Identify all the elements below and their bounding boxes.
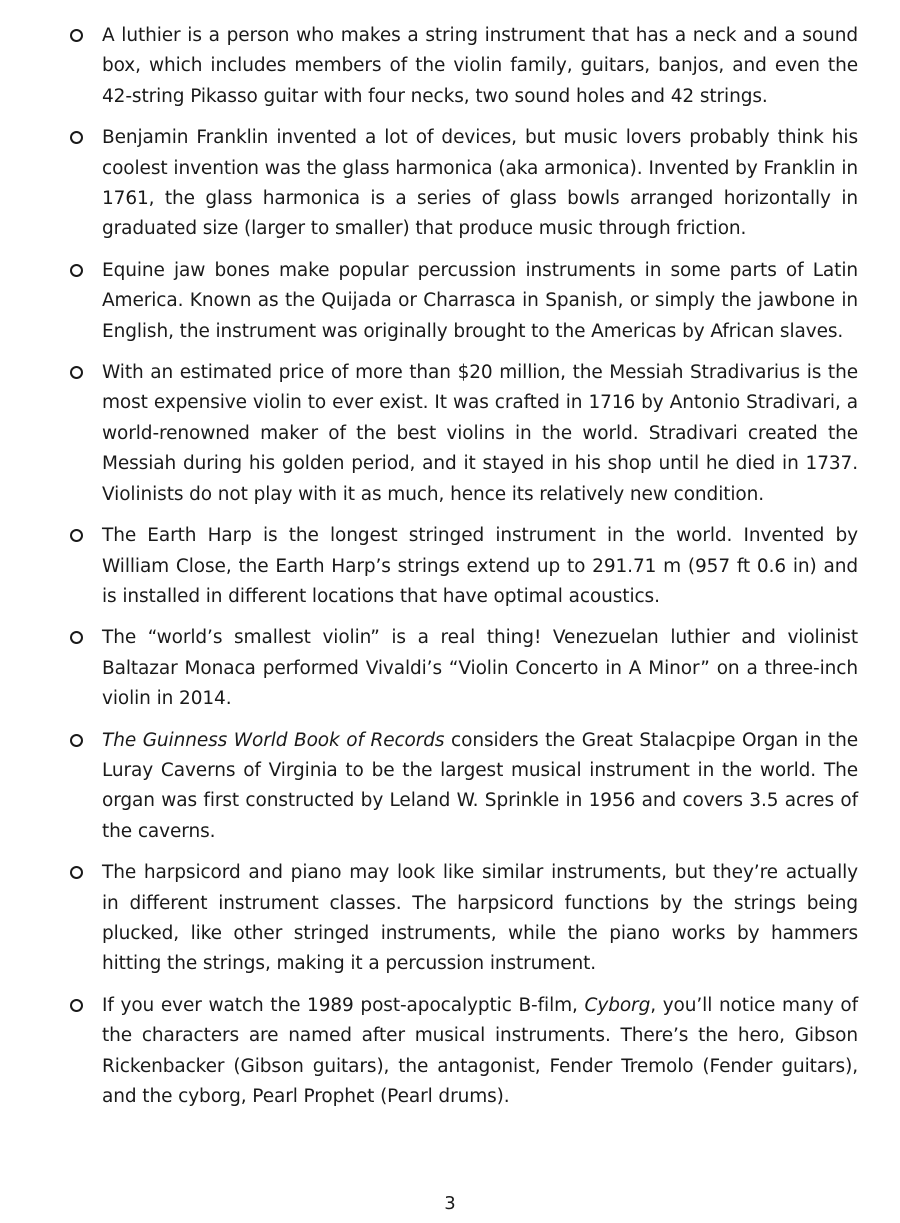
fact-item bbox=[66, 256, 858, 347]
fact-item bbox=[66, 21, 858, 112]
hollow-circle-bullet-icon bbox=[70, 264, 83, 277]
fact-item bbox=[66, 858, 858, 980]
fact-item bbox=[66, 991, 858, 1113]
fact-text: With an estimated price of more than $20 million, the Messiah Stradivarius is the most expensive violin to ever exist. It was crafted in 1716 by Antonio Stradivari, a world-renowned maker of the best violins in the world. Stradivari created the Messiah during his golden period, and it stayed in his shop until he died in 1737. Violinists do not play with it as much, hence its relatively new condition. bbox=[102, 362, 858, 505]
hollow-circle-bullet-icon bbox=[70, 866, 83, 879]
fact-item bbox=[66, 726, 858, 848]
fact-text: Equine jaw bones make popular percussion instruments in some parts of Latin America. Known as the Quijada or Charrasca in Spanish, or simply the jawbone in English, the instrument was originally brought to the Americas by African slaves. bbox=[102, 259, 858, 342]
fact-text: The “world’s smallest violin” is a real thing! Venezuelan luthier and violinist Baltazar Monaca performed Vivaldi’s “Violin Concerto in A Minor” on a three-inch violin in 2014. bbox=[102, 627, 858, 710]
hollow-circle-bullet-icon bbox=[70, 529, 83, 542]
hollow-circle-bullet-icon bbox=[70, 631, 83, 644]
fact-text: considers the Great Stalacpipe Organ in the Luray Caverns of Virginia to be the largest musical instrument in the world. The organ was first constructed by Leland W. Sprinkle in 1956 and covers 3.5 acres of the caverns. bbox=[102, 729, 858, 842]
fact-item bbox=[66, 123, 858, 245]
hollow-circle-bullet-icon bbox=[70, 366, 83, 379]
fact-item bbox=[66, 358, 858, 510]
hollow-circle-bullet-icon bbox=[70, 131, 83, 144]
fact-text: , you’ll notice many of the characters are named after musical instruments. There’s the hero, Gibson Rickenbacker (Gibson guitars), the antagonist, Fender Tremolo (Fender guitars), and the cyborg, Pearl Prophet (Pearl drums). bbox=[102, 994, 858, 1107]
hollow-circle-bullet-icon bbox=[70, 29, 83, 42]
fact-list bbox=[66, 21, 858, 1123]
fact-text: A luthier is a person who makes a string instrument that has a neck and a sound box, which includes members of the violin family, guitars, banjos, and even the 42-string Pikasso guitar with four necks, two sound holes and 42 strings. bbox=[102, 25, 858, 107]
fact-item bbox=[66, 623, 858, 714]
fact-text: The Earth Harp is the longest stringed instrument in the world. Invented by William Close, the Earth Harp’s strings extend up to 291.71 m (957 ft 0.6 in) and is installed in different locations that have optimal acoustics. bbox=[102, 525, 858, 607]
fact-item bbox=[66, 521, 858, 612]
fact-text: The harpsicord and piano may look like similar instruments, but they’re actually in different instrument classes. The harpsicord functions by the strings being plucked, like other stringed instruments, while the piano works by hammers hitting the strings, making it a percussion instrument. bbox=[102, 862, 858, 975]
hollow-circle-bullet-icon bbox=[70, 734, 83, 747]
hollow-circle-bullet-icon bbox=[70, 999, 83, 1012]
fact-text: Benjamin Franklin invented a lot of devices, but music lovers probably think his coolest invention was the glass harmonica (aka armonica). Invented by Franklin in 1761, the glass harmonica is a series of glass bowls arranged horizontally in graduated size (larger to smaller) that produce music through friction. bbox=[102, 127, 858, 240]
film-title: Cyborg bbox=[584, 994, 651, 1016]
fact-text-intro: If you ever watch the 1989 post-apocalyptic B-film, bbox=[102, 994, 585, 1016]
book-title: The Guinness World Book of Records bbox=[102, 729, 445, 751]
page-number: 3 bbox=[444, 1193, 456, 1214]
